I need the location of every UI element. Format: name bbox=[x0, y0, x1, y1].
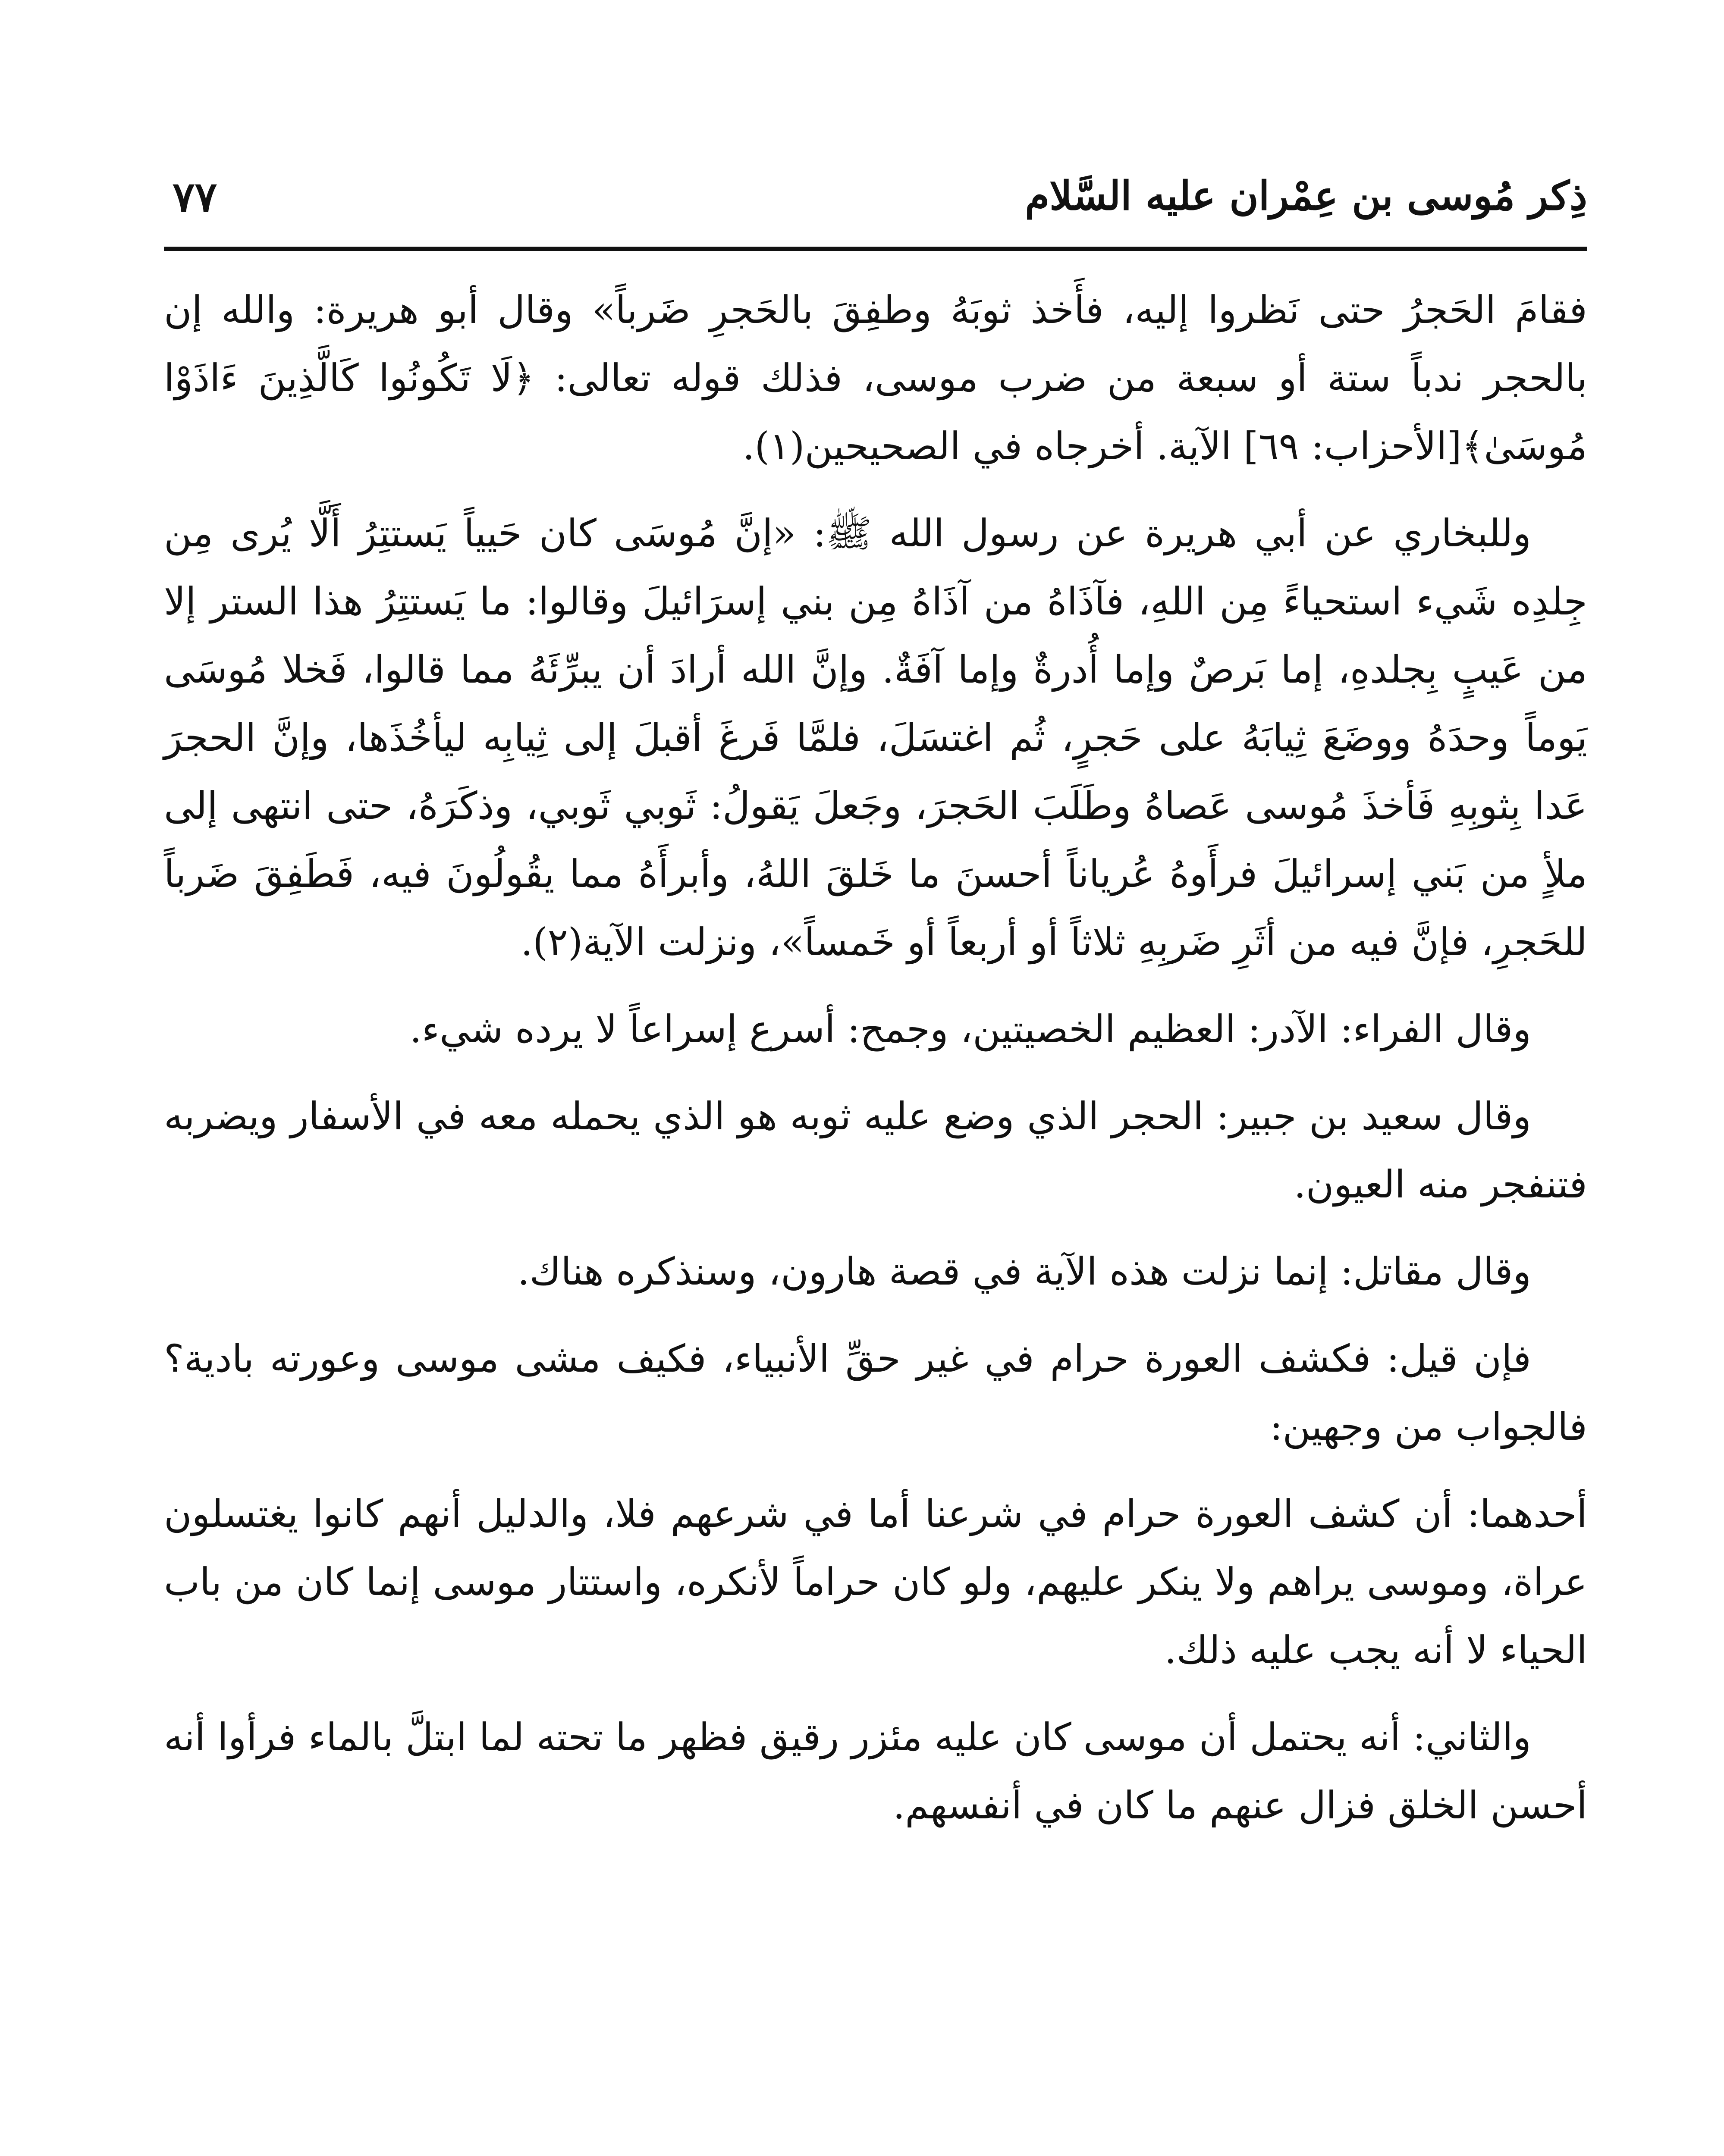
paragraph: وقال مقاتل: إنما نزلت هذه الآية في قصة هارون، وسنذكره هناك. bbox=[517, 1249, 1531, 1294]
paragraph: وقال الفراء: الآدر: العظيم الخصيتين، وجمح: أسرع إسراعاً لا يرده شيء. bbox=[409, 1007, 1531, 1051]
paragraph: فقامَ الحَجرُ حتى نَظروا إليه، فأَخذ ثوبَهُ وطفِقَ بالحَجرِ ضَرباً» وقال أبو هريرة: والله إن بالحجر ندباً ستة أو سبعة من ضرب موسى، فذلك قوله تعالى: ﴿لَا تَكُونُوا كَالَّذِينَ ءَاذَوْا مُوسَىٰ﴾[الأحزاب: ٦٩] الآية. أخرجاه في الصحيحين(١). bbox=[164, 288, 1587, 468]
body-text bbox=[164, 276, 1587, 1858]
paragraph: أحدهما: أن كشف العورة حرام في شرعنا أما في شرعهم فلا، والدليل أنهم كانوا يغتسلون عراة، وموسى يراهم ولا ينكر عليهم، ولو كان حراماً لأنكره، واستتار موسى إنما كان من باب الحياء لا أنه يجب عليه ذلك. bbox=[164, 1492, 1587, 1672]
page-number: ٧٧ bbox=[173, 172, 217, 221]
paragraph: وللبخاري عن أبي هريرة عن رسول الله ﷺ: «إنَّ مُوسَى كان حَيياً يَستتِرُ أَلَّا يُرى مِن جِلدِه شَيء استحياءً مِن اللهِ، فآذَاهُ من آذَاهُ مِن بني إسرَائيلَ وقالوا: ما يَستتِرُ هذا الستر إلا من عَيبٍ بِجلدهِ، إما بَرصٌ وإما أُدرةٌ وإما آفَةٌ. وإنَّ الله أرادَ أن يبرِّئَهُ مما قالوا، فَخلا مُوسَى يَوماً وحدَهُ ووضَعَ ثِيابَهُ على حَجرٍ، ثُم اغتسَلَ، فلمَّا فَرغَ أقبلَ إلى ثِيابِه ليأخُذَها، وإنَّ الحجرَ عَدا بِثوبِهِ فَأخذَ مُوسى عَصاهُ وطَلَبَ الحَجرَ، وجَعلَ يَقولُ: ثَوبي ثَوبي، وذكَرَهُ، حتى انتهى إلى ملأٍ من بَني إسرائيلَ فرأَوهُ عُرياناً أحسنَ ما خَلقَ اللهُ، وأبرأَهُ مما يقُولُونَ فيه، فَطَفِقَ ضَرباً للحَجرِ، فإنَّ فيه من أثَرِ ضَربِهِ ثلاثاً أو أربعاً أو خَمساً»، ونزلت الآية(٢). bbox=[164, 511, 1587, 964]
running-title: ذِكر مُوسى بن عِمْران عليه السَّلام bbox=[1025, 172, 1587, 219]
page-header bbox=[164, 164, 1587, 246]
paragraph: فإن قيل: فكشف العورة حرام في غير حقِّ الأنبياء، فكيف مشى موسى وعورته بادية؟ فالجواب من وجهين: bbox=[164, 1336, 1587, 1449]
paragraph: وقال سعيد بن جبير: الحجر الذي وضع عليه ثوبه هو الذي يحمله معه في الأسفار ويضربه فتنفجر منه العيون. bbox=[164, 1094, 1587, 1206]
paragraph: والثاني: أنه يحتمل أن موسى كان عليه مئزر رقيق فظهر ما تحته لما ابتلَّ بالماء فرأوا أنه أحسن الخلق فزال عنهم ما كان في أنفسهم. bbox=[164, 1715, 1587, 1827]
header-rule bbox=[164, 247, 1587, 251]
